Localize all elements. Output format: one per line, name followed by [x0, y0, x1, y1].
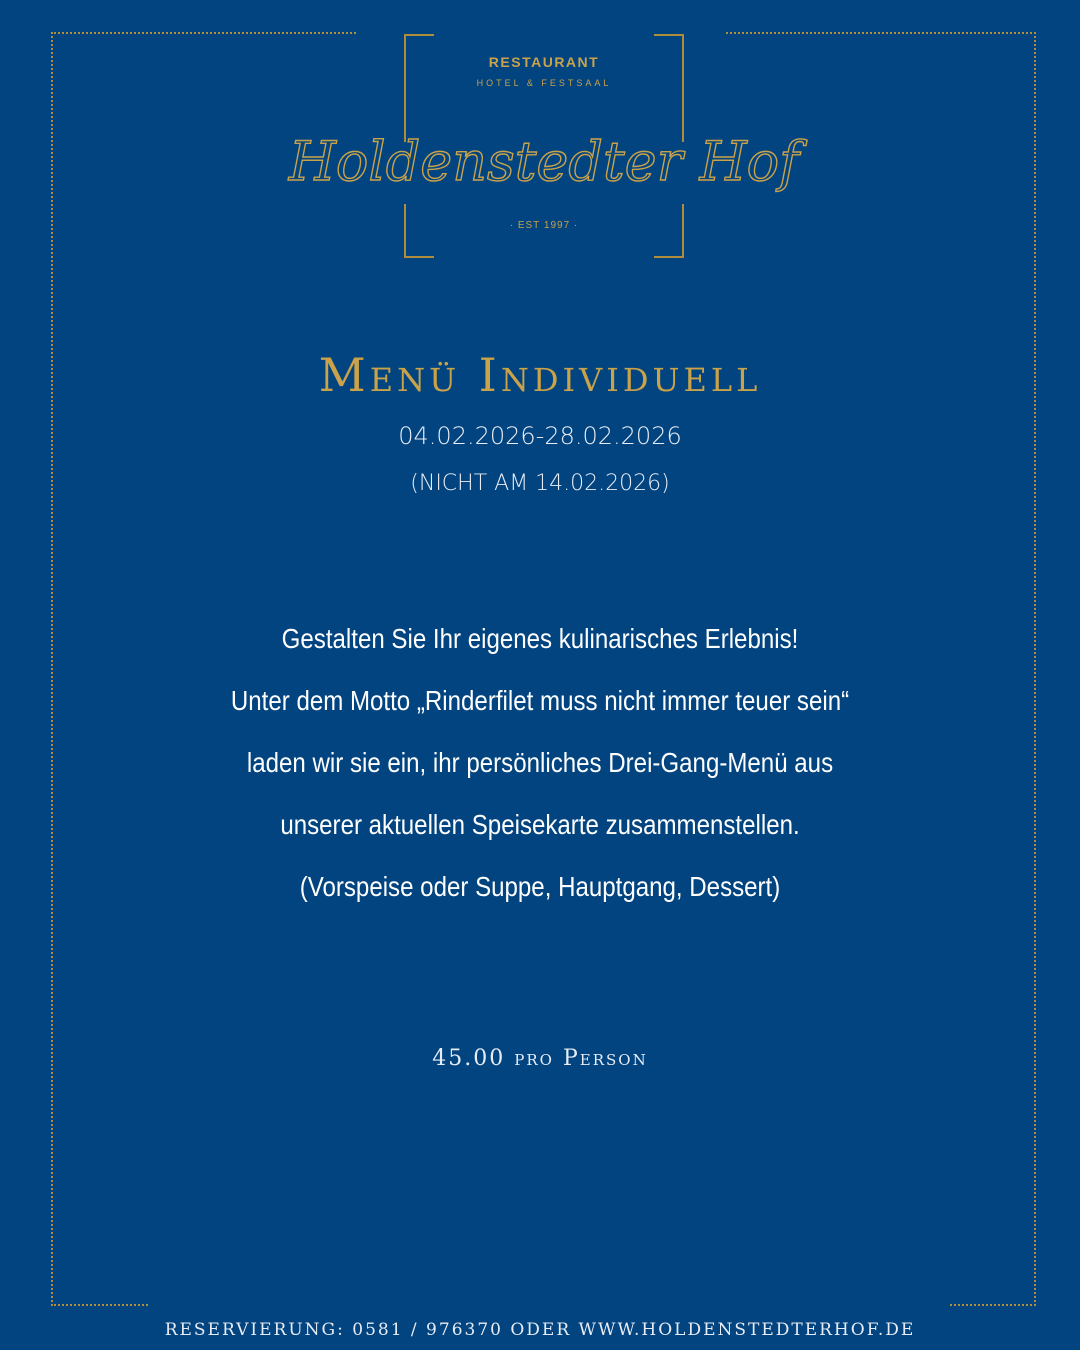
description-line: unserer aktuellen Speisekarte zusammenstellen. [280, 809, 800, 840]
description-line: Unter dem Motto „Rinderfilet muss nicht immer teuer sein“ [230, 685, 850, 716]
logo-corner [404, 228, 434, 258]
description-line: Gestalten Sie Ihr eigenes kulinarisches Erlebnis! [281, 623, 799, 654]
logo-corner [654, 228, 684, 258]
logo-top-label: RESTAURANT [488, 54, 600, 70]
reservation-footer: RESERVIERUNG: 0581 / 976370 ODER WWW.HOLDENSTEDTERHOF.DE [164, 1320, 916, 1340]
menu-exclusion-note: (NICHT AM 14.02.2026) [410, 471, 670, 496]
description-line: laden wir sie ein, ihr persönliches Drei-Gang-Menü aus [246, 747, 834, 778]
menu-title: Menü Individuell [318, 348, 762, 402]
logo-sub-label: HOTEL & FESTSAAL [476, 78, 612, 88]
logo-script-text: Holdenstedter Hof [288, 130, 800, 193]
logo-established: · EST 1997 · [509, 220, 579, 231]
description-line: (Vorspeise oder Suppe, Hauptgang, Dessert) [299, 871, 781, 902]
logo-script-wordmark [288, 108, 800, 218]
restaurant-logo [288, 34, 800, 258]
frame-gap-bottom [150, 1298, 950, 1314]
menu-description [153, 608, 927, 918]
menu-price: 45.00 pro Person [432, 1046, 648, 1071]
menu-dates: 04.02.2026-28.02.2026 [398, 422, 682, 450]
